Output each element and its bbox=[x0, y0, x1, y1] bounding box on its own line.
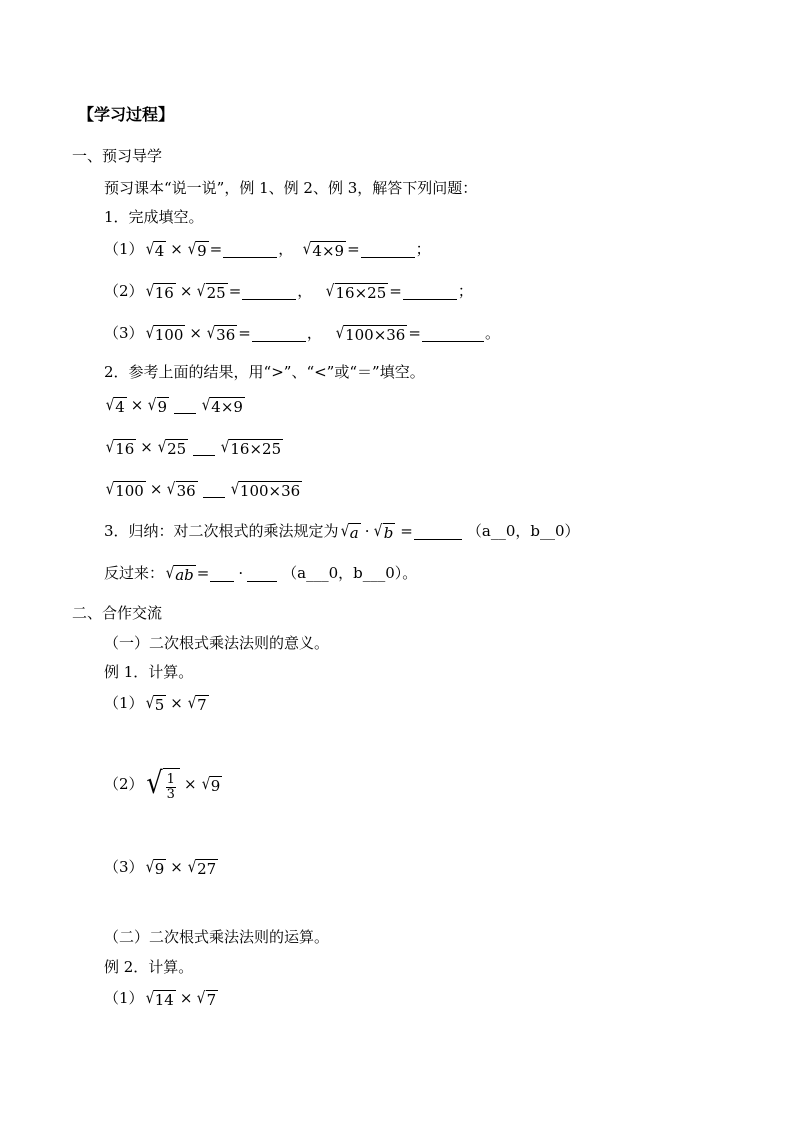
sqrt-expression: √ 9 bbox=[201, 773, 221, 795]
sqrt-expression: √ 9 bbox=[145, 856, 165, 878]
sqrt-expression: √ 16 bbox=[145, 280, 174, 302]
fill-row-2: （2） √ 16 × √ 25 = ， √ 16×25 = ； bbox=[104, 280, 473, 302]
fraction: $\frac{1}{3}$ bbox=[166, 772, 175, 802]
compare-row-3: √ 100 × √ 36 √ 100×36 bbox=[105, 478, 301, 500]
compare-row-1: √ 4 × √ 9 √ 4×9 bbox=[105, 394, 243, 416]
sqrt-expression: √ 36 bbox=[167, 478, 196, 500]
sqrt-expression: √ b bbox=[374, 520, 394, 542]
example-1-item-1: （1） √ 5 × √ 7 bbox=[104, 692, 207, 714]
sqrt-expression: √ ab bbox=[165, 562, 194, 584]
answer-blank[interactable] bbox=[422, 325, 484, 342]
sqrt-expression: √ 4×9 bbox=[201, 394, 243, 416]
sqrt-expression: √ 100×36 bbox=[335, 322, 406, 344]
preview-intro: 预习课本“说一说”，例 1、例 2、例 3，解答下列问题： bbox=[104, 179, 478, 197]
sqrt-expression: √ 4×9 bbox=[302, 238, 345, 260]
question-3: 3．归纳：对二次根式的乘法规定为 √ a · √ b = （a__0，b__0） bbox=[104, 520, 580, 542]
sqrt-expression: √ 7 bbox=[187, 692, 207, 714]
sqrt-expression: √ 14 bbox=[145, 987, 174, 1009]
answer-blank[interactable] bbox=[242, 283, 296, 300]
compare-row-2: √ 16 × √ 25 √ 16×25 bbox=[105, 436, 282, 458]
answer-blank[interactable] bbox=[414, 523, 462, 540]
compare-blank[interactable] bbox=[193, 439, 215, 456]
sqrt-expression: √ 9 bbox=[148, 394, 168, 416]
sqrt-expression: √ 36 bbox=[206, 322, 236, 344]
example-2-item-1: （1） √ 14 × √ 7 bbox=[104, 987, 217, 1009]
answer-blank[interactable] bbox=[210, 565, 234, 582]
sqrt-expression: √ 100 bbox=[145, 322, 184, 344]
sqrt-expression: √ 100×36 bbox=[230, 478, 301, 500]
sqrt-expression: √ 16 bbox=[105, 436, 135, 458]
sqrt-expression: √ 27 bbox=[187, 856, 217, 878]
question-2: 2．参考上面的结果，用“>”、“<”或“＝”填空。 bbox=[104, 363, 425, 381]
heading-preview: 一、预习导学 bbox=[72, 147, 163, 165]
answer-blank[interactable] bbox=[361, 241, 415, 258]
sqrt-expression: √ 16×25 bbox=[220, 436, 282, 458]
section-title: 【学习过程】 bbox=[78, 105, 175, 124]
example-1-title: 例 1．计算。 bbox=[104, 663, 194, 681]
sqrt-expression: √ 16×25 bbox=[326, 280, 387, 302]
sqrt-expression: √ 4 bbox=[145, 238, 165, 260]
sqrt-expression: √ 4 bbox=[105, 394, 125, 416]
sqrt-expression: √ a bbox=[340, 520, 359, 542]
sqrt-expression: √ 9 bbox=[187, 238, 207, 260]
reverse-row: 反过来： √ ab = · （a___0，b___0）。 bbox=[104, 562, 418, 584]
fill-row-3: （3） √ 100 × √ 36 = ， √ 100×36 = 。 bbox=[104, 322, 500, 344]
compare-blank[interactable] bbox=[174, 397, 196, 414]
answer-blank[interactable] bbox=[403, 283, 457, 300]
sqrt-expression: √ 5 bbox=[145, 692, 165, 714]
example-2-title: 例 2．计算。 bbox=[104, 958, 194, 976]
example-1-item-2: （2） √ $\frac{1}{3}$ × √ 9 bbox=[104, 766, 221, 802]
subheading-meaning: （一）二次根式乘法法则的意义。 bbox=[104, 634, 330, 652]
sqrt-expression: √ 7 bbox=[197, 987, 217, 1009]
sqrt-expression: √ 100 bbox=[105, 478, 144, 500]
subheading-operation: （二）二次根式乘法法则的运算。 bbox=[104, 928, 330, 946]
sqrt-fraction-expression: √ $\frac{1}{3}$ bbox=[145, 764, 180, 804]
example-1-item-3: （3） √ 9 × √ 27 bbox=[104, 856, 217, 878]
sqrt-expression: √ 25 bbox=[157, 436, 187, 458]
question-1: 1．完成填空。 bbox=[104, 208, 204, 226]
heading-cooperation: 二、合作交流 bbox=[72, 604, 163, 622]
answer-blank[interactable] bbox=[252, 325, 306, 342]
answer-blank[interactable] bbox=[223, 241, 277, 258]
sqrt-expression: √ 25 bbox=[197, 280, 226, 302]
fill-row-1: （1） √ 4 × √ 9 = ， √ 4×9 = ； bbox=[104, 238, 431, 260]
compare-blank[interactable] bbox=[203, 481, 225, 498]
answer-blank[interactable] bbox=[247, 565, 277, 582]
